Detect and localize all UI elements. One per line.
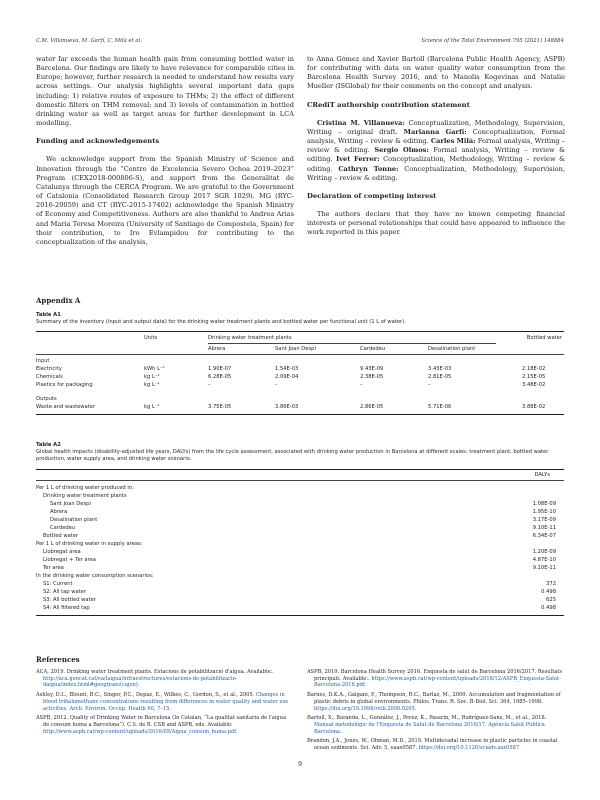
table-cell: 5.71E-06 [428, 404, 452, 410]
reference-text: Barnes, D.K.A., Galgani, F., Thompson, R.C., Barlaz, M., 2009. Accumulation and fragmentation of plastic debris in global environments. Philos. Trans. R. Soc. B-Biol. Sci. 364, 1985–1998. [307, 692, 561, 705]
table-a2-row-label: S2: All tap water [43, 589, 87, 595]
credit-author-name: Sergio Olmos: [374, 146, 429, 155]
reference-entry [36, 669, 293, 689]
credit-statement [307, 119, 565, 183]
table-a2-row-label: Sant Joan Despí [50, 501, 91, 507]
reference-link[interactable]: http://aca.gencat.cat/ca/laigua/infraestructures/estacions-de-potabilitzacio-daigua/index.html#googtrans(cajen). [43, 675, 238, 689]
credit-heading: CRediT authorship contribution statement [307, 100, 470, 109]
table-cell: 2.09E-04 [275, 374, 299, 380]
table-bottom-rule [36, 615, 564, 616]
plants-group-header: Drinking water treatment plants [208, 335, 292, 341]
table-a2-row-label: Cardedeu [50, 525, 76, 531]
table-a1 [36, 312, 564, 427]
table-cell: – [208, 382, 211, 388]
table-a2-caption: Global health impacts (disability-adjusted life years, DALYs) from the life cycle assessment, associated with drinking water production in Barcelona at different scales: treatment plant, bottled water production, water supply area, and drinking water scenario. [36, 449, 549, 462]
table-top-rule [36, 469, 564, 470]
credit-author-name: Ivet Ferrer: [336, 155, 380, 164]
table-a2-value: 1.20E-09 [532, 549, 556, 555]
row-label: Chemicals [36, 374, 63, 380]
header-bottom-rule [36, 480, 564, 481]
table-cell: – [275, 382, 278, 388]
references-heading: References [36, 655, 80, 664]
credit-author-roles: Formal analysis, Writing – review & editing. [307, 146, 565, 164]
credit-author-roles: Conceptualization, Methodology, Supervision, Writing – review & editing. [307, 164, 565, 182]
table-cell: 2.81E-05 [428, 374, 452, 380]
table-bottom-rule [36, 414, 564, 415]
credit-author-roles: Conceptualization, Methodology, Supervision, Writing – original draft. [307, 118, 565, 136]
row-unit: kWh L⁻¹ [144, 366, 165, 372]
table-a2-row-label: Llobregat area [43, 549, 81, 555]
table-a2-row-label: Bottled water [43, 533, 79, 539]
table-cell: 1.54E-03 [275, 366, 299, 372]
credit-author-name: Cathryn Tonne: [338, 164, 399, 173]
table-a2-row-label: Ter area [43, 565, 64, 571]
table-cell: 6.28E-05 [208, 374, 232, 380]
table-a2-value: 4.87E-10 [532, 557, 556, 563]
row-label: Waste and wastewater [36, 404, 96, 410]
table-a2-value: 0.498 [541, 589, 556, 595]
reference-link[interactable]: https://doi.org/10.1098/rstb.2008.0205. [314, 705, 417, 712]
table-a2-group-label: In the drinking water consumption scenarios: [36, 573, 154, 579]
table-a2-row-label: S4: All filtered tap [43, 605, 90, 611]
units-header: Units [144, 335, 158, 341]
table-a2-value: 9.10E-11 [532, 525, 556, 531]
row-unit: kg L⁻¹ [144, 374, 160, 380]
reference-entry [307, 669, 564, 689]
table-cell: 9.43E-09 [360, 366, 384, 372]
table-cell: – [428, 382, 431, 388]
references-left-column [36, 669, 293, 738]
table-a2-value: 6.34E-07 [532, 533, 556, 539]
table-a2-value: 625 [546, 597, 556, 603]
table-cell: 3.48E-02 [522, 382, 546, 388]
row-label: Plastics for packaging [36, 382, 93, 388]
credit-author-roles: Conceptualization, Formal analysis, Writing – review & editing. [307, 127, 565, 146]
table-a2-value: 1.95E-10 [532, 509, 556, 515]
reference-link[interactable]: Changes in blood trihalomethane concentrations resulting from differences in water quality and water use activities. Arch. Environ. Occup. Health 60, 7–15. [43, 692, 289, 712]
reference-entry [307, 738, 564, 751]
credit-author-name: Carles Milà: [430, 137, 476, 146]
reference-text: ASPB, 2019. Barcelona Health Survey 2016. Enquesta de salut de Barcelona 2016/2017. Resultats principals. Available:. [307, 669, 562, 682]
table-a2-group-label: Per 1 L of drinking water produced in: [36, 485, 134, 491]
competing-interest-paragraph: The authors declare that they have no known competing financial interests or personal relationships that could have appeared to influence the work reported in this paper. [307, 210, 565, 237]
table-cell: 2.38E-05 [360, 374, 384, 380]
credit-author-name: Cristina M. Villanueva: [317, 118, 405, 127]
table-a2-label: Table A2 [36, 442, 61, 448]
table-cell: 1.90E-07 [208, 366, 232, 372]
reference-entry [36, 692, 293, 712]
conclusion-paragraph: water far exceeds the human health gain from consuming bottled water in Barcelona. Our findings are likely to have relevance for comparable cities in Europe; however, further research is needed to understand how results vary across settings. Our analysis highlights several important data gaps including: 1) relative routes of exposure to THMs; 2) the effect of different domestic filters on THM removal; and 3) levels of contamination in bottled drinking water as well as target areas for further development in LCA modelling. [36, 55, 294, 128]
table-a2-value: 372 [546, 581, 556, 587]
credit-author-name: Marianna Garfí: [403, 127, 467, 136]
plant-header-cardedeu: Cardedeu [360, 346, 386, 352]
table-a2-subgroup-label: Drinking water treatment plants [43, 493, 127, 499]
table-cell: 3.88E-02 [522, 404, 546, 410]
plant-header-abrera: Abrera [208, 346, 226, 352]
row-unit: kg L⁻¹ [144, 382, 160, 388]
table-cell: – [360, 382, 363, 388]
row-unit: kg L⁻¹ [144, 404, 160, 410]
page-number: 9 [298, 761, 302, 768]
reference-text: Ashley, D.L., Blount, B.C., Singer, P.C., Depaz, E., Wilkes, C., Gordon, S., et al., 2005. [36, 692, 256, 699]
row-label: Electricity [36, 366, 62, 372]
reference-entry [36, 715, 293, 735]
table-a2-value: 3.17E-09 [532, 517, 556, 523]
left-text-column [36, 55, 294, 247]
right-text-column [307, 55, 565, 238]
running-header-authors: C.M. Villanueva, M. Garfí, C. Milà et al. [36, 38, 142, 44]
references-right-column [307, 669, 564, 755]
reference-text: Bartoll, X., Baranda, L., González, J., Perez, K., Pasarin, M., Rodríguez-Sanz, M., et al., 2018. [307, 715, 547, 722]
reference-link[interactable]: Manual metodològic de l'Enquesta de Salut de Barcelona 2016/17. Agència Salut Pública Barcelona. [314, 721, 545, 735]
table-a2-row-label: Llobregat + Ter area [43, 557, 96, 563]
table-top-rule [36, 331, 564, 332]
credit-author-roles: Conceptualization, Methodology, Writing – review & editing. [307, 155, 565, 173]
funding-heading: Funding and acknowledgements [36, 137, 160, 146]
table-cell: 2.15E-05 [522, 374, 546, 380]
table-cell: 2.86E-05 [360, 404, 384, 410]
reference-link[interactable]: http://www.aspb.cat/wp-content/uploads/2016/05/Aigua_consum_huma.pdf. [43, 728, 238, 735]
table-a2-value: 9.10E-11 [532, 565, 556, 571]
table-a2-value: 1.08E-09 [532, 501, 556, 507]
dalys-header: DALYs [534, 472, 550, 478]
credit-author-roles: Formal analysis, Writing – review & editing. [307, 137, 565, 155]
funding-paragraph: We acknowledge support from the Spanish Ministry of Science and Innovation through the “Centro de Excelencia Severo Ochoa 2019–2023” Program (CEX2018-000806-S), and support from the Generalitat de Catalunya through the CERCA Program. We are grateful to the Government of Catalonia (Consolidated Research Group 2017 SGR 1029). MG (RYC-2016-20059) and CT (RYC-2015-17402) acknowledge the Spanish Ministry of Economy and Competitiveness. Authors are also thankful to Andrea Arias and Maria Teresa Moreira (University of Santiago de Compostela, Spain) for their contribution, to Iro Evlampidou for contributing to the conceptualization of the analysis, [36, 155, 294, 246]
reference-text: ASPB, 2012. Quality of Drinking Water in Barcelona (In Catalan, “La qualitat sanitaria de l'aigua de consum huma a Barcelona”). C.S. de B. CSB and ASPB, eds. Available: [36, 715, 287, 728]
section-label-outputs: Outputs [36, 396, 57, 402]
bottled-water-header: Bottled water [526, 335, 562, 341]
section-label-input: Input [36, 358, 50, 364]
appendix-heading: Appendix A [36, 296, 81, 305]
group-header-rule [208, 343, 496, 344]
reference-link[interactable]: https://doi.org/10.1126/sciadv.aax0587. [418, 745, 521, 752]
reference-entry [307, 715, 564, 735]
table-cell: 3.75E-05 [208, 404, 232, 410]
table-a2-row-label: Abrera [50, 509, 68, 515]
table-cell: 3.86E-03 [275, 404, 299, 410]
table-a1-label: Table A1 [36, 312, 61, 318]
plant-header-sant-joan-despi: Sant Joan Despí [275, 346, 316, 352]
table-a2-group-label: Per 1 L of drinking water in supply areas: [36, 541, 143, 547]
competing-interest-heading: Declaration of competing interest [307, 191, 437, 200]
table-cell: 2.18E-02 [522, 366, 546, 372]
reference-text: ACA, 2019. Drinking water treatment plants. Estacions de potabilització d'aigua. Available:. [36, 669, 274, 675]
reference-entry [307, 692, 564, 712]
reference-text: Brandon, J.A., Jones, W., Ohman, M.D., 2019. Multidecadal increase in plastic particles in coastal ocean sediments. Sci. Adv. 5, eaax0587. [307, 738, 558, 752]
table-a2-value: 0.498 [541, 605, 556, 611]
running-header-journal: Science of the Total Environment 795 (2021) 148884 [421, 38, 564, 44]
table-a1-caption: Summary of the inventory (input and output data) for the drinking water treatment plants and bottled water per functional unit (1 L of water). [36, 319, 406, 325]
table-cell: 3.43E-03 [428, 366, 452, 372]
header-bottom-rule [36, 354, 564, 355]
acknowledgement-continuation: to Anna Gómez and Xavier Bartoll (Barcelona Public Health Agency, ASPB) for contributing with data on water quality water consumption from the Barcelona Health Survey 2016, and to Manolis Kogevinas and Natalie Mueller (ISGlobal) for their comments on the concept and analysis. [307, 55, 565, 91]
table-a2-row-label: Desalination plant [50, 517, 98, 523]
table-a2 [36, 442, 564, 632]
plant-header-desalination: Desalination plant [428, 346, 476, 352]
reference-link[interactable]: https://www.aspb.cat/wp-content/uploads/2018/12/ASPB_Enquesta-Salut-Barcelona-2016.pdf. [314, 675, 561, 689]
table-a2-row-label: S3: All bottled water [43, 597, 96, 603]
table-a2-row-label: S1: Current [43, 581, 73, 587]
